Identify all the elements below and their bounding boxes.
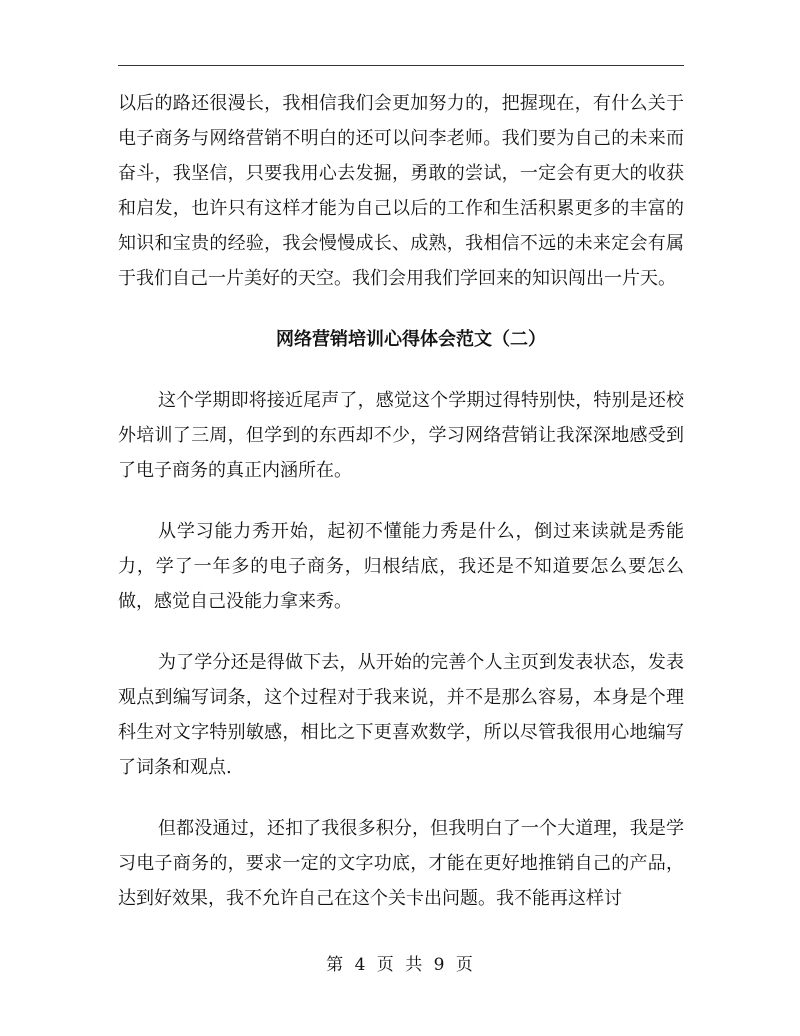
section-heading: 网络营销培训心得体会范文（二）	[276, 329, 546, 350]
body-paragraph: 但都没通过，还扣了我很多积分，但我明白了一个大道理，我是学习电子商务的，要求一定的文字功底，才能在更好地推销自己的产品，达到好效果，我不允许自己在这个关卡出问题。我不能再这样讨	[118, 818, 684, 909]
body-paragraph: 为了学分还是得做下去，从开始的完善个人主页到发表状态，发表观点到编写词条，这个过程对于我来说，并不是那么容易，本身是个理科生对文字特别敏感，相比之下更喜欢数学，所以尽管我很用心地编写了词条和观点.	[118, 652, 684, 778]
body-paragraph: 从学习能力秀开始，起初不懂能力秀是什么，倒过来读就是秀能力，学了一年多的电子商务，归根结底，我还是不知道要怎么要怎么做，感觉自己没能力拿来秀。	[118, 521, 684, 612]
header-rule	[118, 65, 684, 66]
body-paragraph: 这个学期即将接近尾声了，感觉这个学期过得特别快，特别是还校外培训了三周，但学到的东西却不少，学习网络营销让我深深地感受到了电子商务的真正内涵所在。	[118, 390, 684, 481]
continuation-paragraph: 以后的路还很漫长，我相信我们会更加努力的，把握现在，有什么关于电子商务与网络营销不明白的还可以问李老师。我们要为自己的未来而奋斗，我坚信，只要我用心去发掘，勇敢的尝试，一定会有更大的收获和启发，也许只有这样才能为自己以后的工作和生活积累更多的丰富的知识和宝贵的经验，我会慢慢成长、成熟，我相信不远的未来定会有属于我们自己一片美好的天空。我们会用我们学回来的知识闯出一片天。	[118, 93, 684, 289]
page-number-footer: 第 4 页 共 9 页	[326, 955, 474, 975]
document-body	[118, 86, 684, 942]
